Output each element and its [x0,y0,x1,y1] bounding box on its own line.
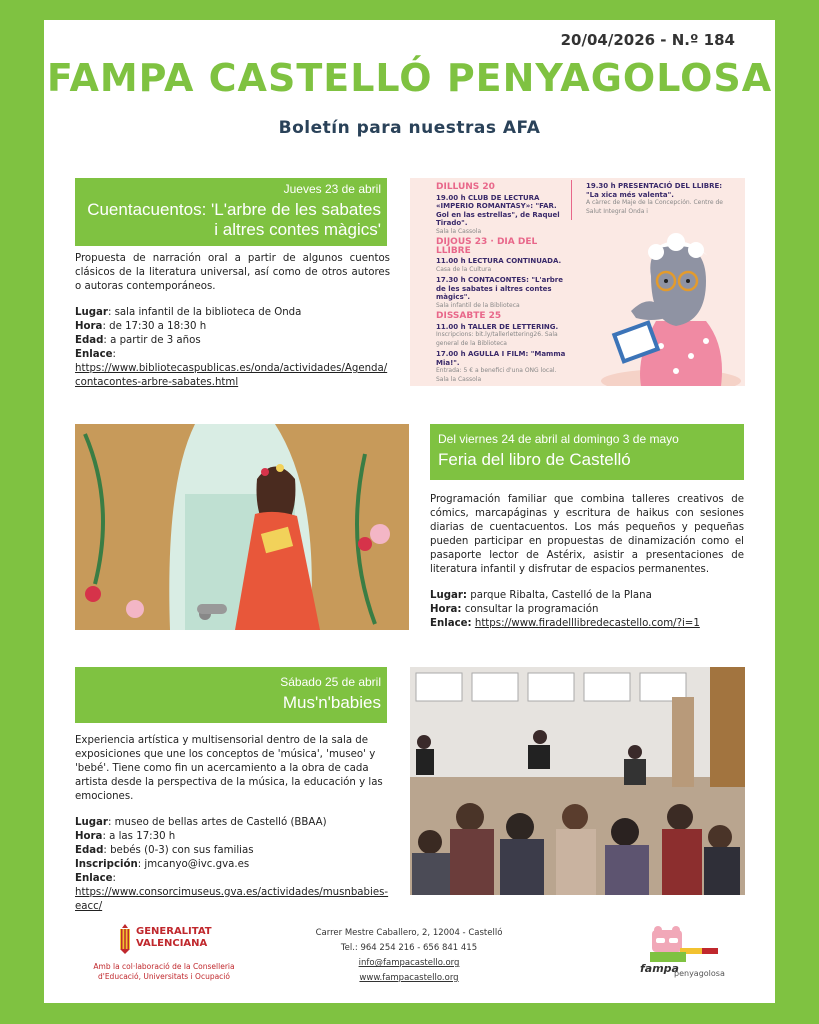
museum-workshop-photo [410,667,745,895]
newsletter-page [44,20,775,1003]
event2-body [430,493,744,631]
event2-enlace-label: Enlace: [430,618,472,629]
event2-link[interactable]: https://www.firadelllibredecastello.com/?i=1 [474,618,700,629]
event1-enlace-colon: : [112,349,116,360]
event2-illustration [75,424,409,630]
event2-description: Programación familiar que combina talleres creativos de cómics, marcapáginas y escritura de haikus con sesiones diarias de cuentacuentos. Los más pequeños y pequeñas pueden participar en propuestas de dinamización como el pasaporte lector de Astérix, asistir a presentaciones de literatura infantil y disfrutar de espacios permanentes. [430,494,744,575]
event3-hora-label: Hora [75,831,103,842]
event2-lugar: parque Ribalta, Castelló de la Plana [467,590,652,601]
flyer-item: 17.00 h AGULLA I FILM: "Mamma Mia!". [436,350,566,367]
flyer-day-thursday: DIJOUS 23 · DIA DEL LLIBRE [436,237,538,256]
event1-program-flyer [410,178,745,386]
reading-girl-illustration [75,424,409,630]
event3-photo [410,667,745,895]
event2-lugar-label: Lugar: [430,590,468,601]
issue-date: 20/04/2026 - N.º 184 [560,31,735,49]
event2-hora: consultar la programación [461,604,599,615]
flyer-item: 17.30 h CONTACONTES: "L'arbre de les sabates i altres contes màgics". [436,276,564,301]
flyer-item-place: Entrada: 5 € a benefici d'una ONG local. Sala la Cassola [436,367,557,383]
flyer-left-column [436,181,566,384]
event2-banner [430,424,744,480]
newsletter-subtitle: Boletín para nuestras AFA [278,118,541,138]
event1-lugar: : sala infantil de la biblioteca de Onda [107,307,302,318]
flyer-item-place: Casa de la Cultura [436,265,492,273]
event3-inscripcion: : jmcanyo@ivc.gva.es [137,859,250,870]
event3-hora: : a las 17:30 h [102,831,176,842]
event1-date: Jueves 23 de abril [283,182,381,196]
email-link[interactable]: info@fampacastello.org [358,958,460,968]
event1-edad: : a partir de 3 años [103,335,201,346]
generalitat-line1: GENERALITAT [136,926,212,937]
event3-description: Experiencia artística y multisensorial dentro de la sala de exposiciones que une los conceptos de 'música', 'museo' y 'bebé'. Tiene como fin un acercamiento a la obra de cada artista desde la perspectiva de la música, la educación y las emociones. [75,735,383,802]
event3-banner [75,667,387,723]
fampa-penyagolosa-logo [644,922,724,964]
event1-hora-label: Hora [75,321,103,332]
collaboration-line2: d'Educació, Universitats i Ocupació [98,972,230,981]
flyer-item-place: A càrrec de Maje de la Concepción. Centre de Salut Integral Onda i [586,199,723,215]
collaboration-line1: Amb la col·laboració de la Conselleria [93,962,235,971]
event3-edad-label: Edad [75,845,104,856]
event2-title: Feria del libro de Castelló [438,450,631,469]
collaboration-caption [64,962,264,982]
flyer-item-place: Inscripcions: bit.ly/tallerlettering26. Sala general de la Biblioteca [436,331,558,347]
event1-hora: : de 17:30 a 18:30 h [102,321,207,332]
wolf-grandma-illustration [596,226,745,386]
event3-edad: : bebés (0-3) con sus familias [103,845,254,856]
fampa-logo-sub: penyagolosa [674,969,725,978]
event2-hora-label: Hora: [430,604,462,615]
generalitat-emblem-icon [118,924,132,954]
event3-inscripcion-label: Inscripción [75,859,138,870]
event2-date: Del viernes 24 de abril al domingo 3 de mayo [438,432,679,446]
address: Carrer Mestre Caballero, 2, 12004 - Castelló [315,928,503,938]
event3-enlace-colon: : [112,873,116,884]
event1-link[interactable]: https://www.bibliotecaspublicas.es/onda/actividades/Agenda/contacontes-arbre-sabates.html [75,363,388,388]
event3-enlace-label: Enlace [75,873,113,884]
website-link[interactable]: www.fampacastello.org [359,973,459,983]
event1-title: Cuentacuentos: 'L'arbre de les sabates i altres contes màgics' [87,200,381,239]
event3-body [75,734,390,914]
flyer-item: 19.30 h PRESENTACIÓ DEL LLIBRE: "La xica més valenta". [586,182,723,199]
event1-lugar-label: Lugar [75,307,108,318]
event3-lugar: : museo de bellas artes de Castelló (BBAA) [107,817,327,828]
flyer-item: 19.00 h CLUB DE LECTURA «IMPERIO ROMANTASY»: "FAR. Gol en las estrellas", de Raquel Tirado". [436,193,560,227]
event3-title: Mus'n'babies [282,693,381,712]
flyer-item: 11.00 h TALLER DE LETTERING. [436,322,559,331]
event1-banner [75,178,387,246]
flyer-item: 11.00 h LECTURA CONTINUADA. [436,257,562,265]
flyer-item-place: Sala infantil de la Biblioteca [436,301,520,309]
event1-description: Propuesta de narración oral a partir de algunos cuentos clásicos de la literatura universal, así como de otros autores o autoras contemporáneos. [75,253,390,292]
generalitat-logo-text [136,926,212,950]
generalitat-line2: VALENCIANA [136,938,208,949]
event1-edad-label: Edad [75,335,104,346]
event1-enlace-label: Enlace [75,349,113,360]
flyer-divider [571,180,572,220]
footer [44,920,775,1000]
event1-body [75,252,390,390]
event3-link[interactable]: https://www.consorcimuseus.gva.es/actividades/musnbabies-eacc/ [75,887,389,912]
event3-lugar-label: Lugar [75,817,108,828]
flyer-item-place: Sala la Cassola [436,227,482,235]
contact-info [299,926,519,986]
flyer-right-column [586,182,736,216]
flyer-day-monday: DILLUNS 20 [436,182,495,192]
event3-date: Sábado 25 de abril [280,675,381,689]
flyer-day-saturday: DISSABTE 25 [436,311,502,321]
fampa-logo-word: fampa [640,962,679,975]
newsletter-title: FAMPA CASTELLÓ PENYAGOLOSA [46,56,773,100]
phones: Tel.: 964 254 216 - 656 841 415 [340,943,478,953]
